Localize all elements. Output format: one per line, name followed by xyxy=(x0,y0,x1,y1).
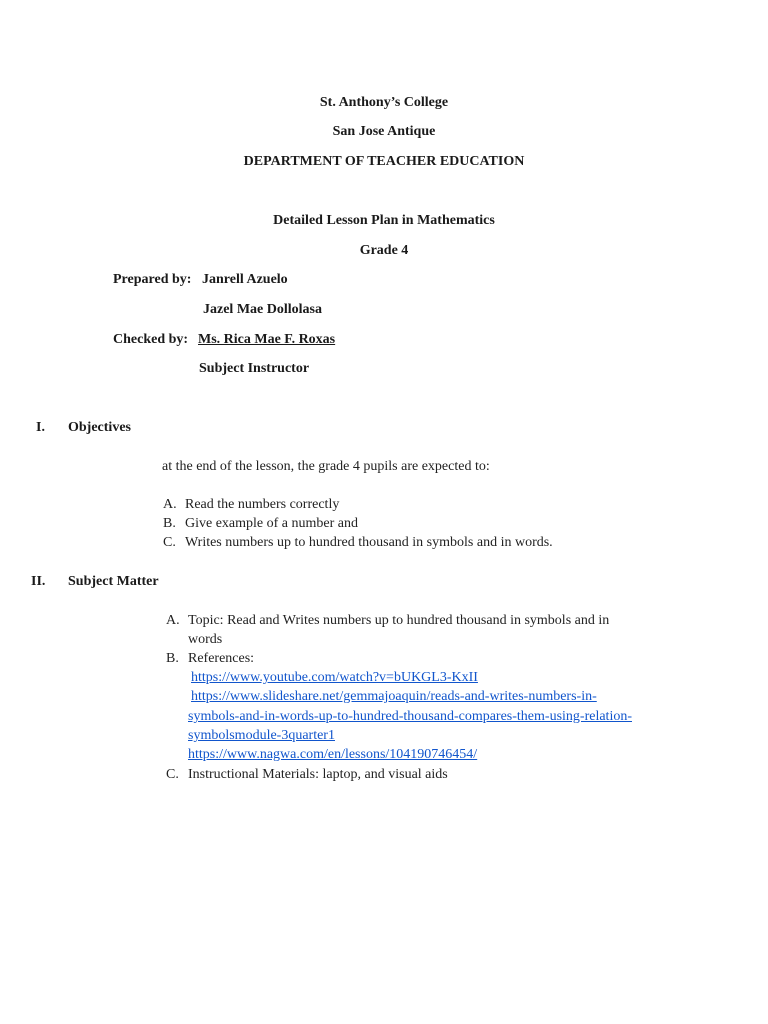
reference-link-slideshare-line-3[interactable]: symbolsmodule-3quarter1 xyxy=(188,728,335,743)
department-name: DEPARTMENT OF TEACHER EDUCATION xyxy=(243,154,525,169)
grade-level: Grade 4 xyxy=(359,243,409,258)
school-location: San Jose Antique xyxy=(332,124,436,139)
school-name: St. Anthony’s College xyxy=(319,95,449,110)
reference-link-nagwa[interactable]: https://www.nagwa.com/en/lessons/104190746454/ xyxy=(188,747,478,762)
checker-role: Subject Instructor xyxy=(199,361,310,376)
topic-line-2: words xyxy=(188,632,223,647)
reference-link-slideshare-line-1[interactable]: https://www.slideshare.net/gemmajoaquin/reads-and-writes-numbers-in- xyxy=(191,689,597,704)
reference-link-slideshare-line-2[interactable]: symbols-and-in-words-up-to-hundred-thousand-compares-them-using-relation- xyxy=(188,709,632,724)
objective-item-c: Writes numbers up to hundred thousand in symbols and in words. xyxy=(185,535,553,550)
objective-marker-c: C. xyxy=(163,535,176,550)
reference-link-youtube[interactable]: https://www.youtube.com/watch?v=bUKGL3-KxII xyxy=(191,670,478,685)
topic-line-1: Topic: Read and Writes numbers up to hundred thousand in symbols and in xyxy=(188,613,610,628)
lesson-plan-title: Detailed Lesson Plan in Mathematics xyxy=(273,213,495,228)
topic-marker: A. xyxy=(166,613,180,628)
objective-item-a: Read the numbers correctly xyxy=(185,497,340,512)
objectives-heading: Objectives xyxy=(68,420,131,435)
subject-matter-heading: Subject Matter xyxy=(68,574,159,589)
objective-marker-b: B. xyxy=(163,516,176,531)
objectives-intro: at the end of the lesson, the grade 4 pupils are expected to: xyxy=(162,459,490,474)
preparer-name-2: Jazel Mae Dollolasa xyxy=(203,302,322,317)
checked-by-label: Checked by: xyxy=(113,332,189,347)
materials-marker: C. xyxy=(166,767,179,782)
prepared-by-label: Prepared by: xyxy=(113,272,192,287)
instructional-materials: Instructional Materials: laptop, and visual aids xyxy=(188,767,448,782)
objective-item-b: Give example of a number and xyxy=(185,516,358,531)
references-label: References: xyxy=(188,651,255,666)
references-marker: B. xyxy=(166,651,179,666)
subject-matter-numeral: II. xyxy=(31,574,46,589)
checker-name: Ms. Rica Mae F. Roxas xyxy=(198,332,336,347)
preparer-name-1: Janrell Azuelo xyxy=(202,272,288,287)
objectives-numeral: I. xyxy=(36,420,45,435)
objective-marker-a: A. xyxy=(163,497,177,512)
